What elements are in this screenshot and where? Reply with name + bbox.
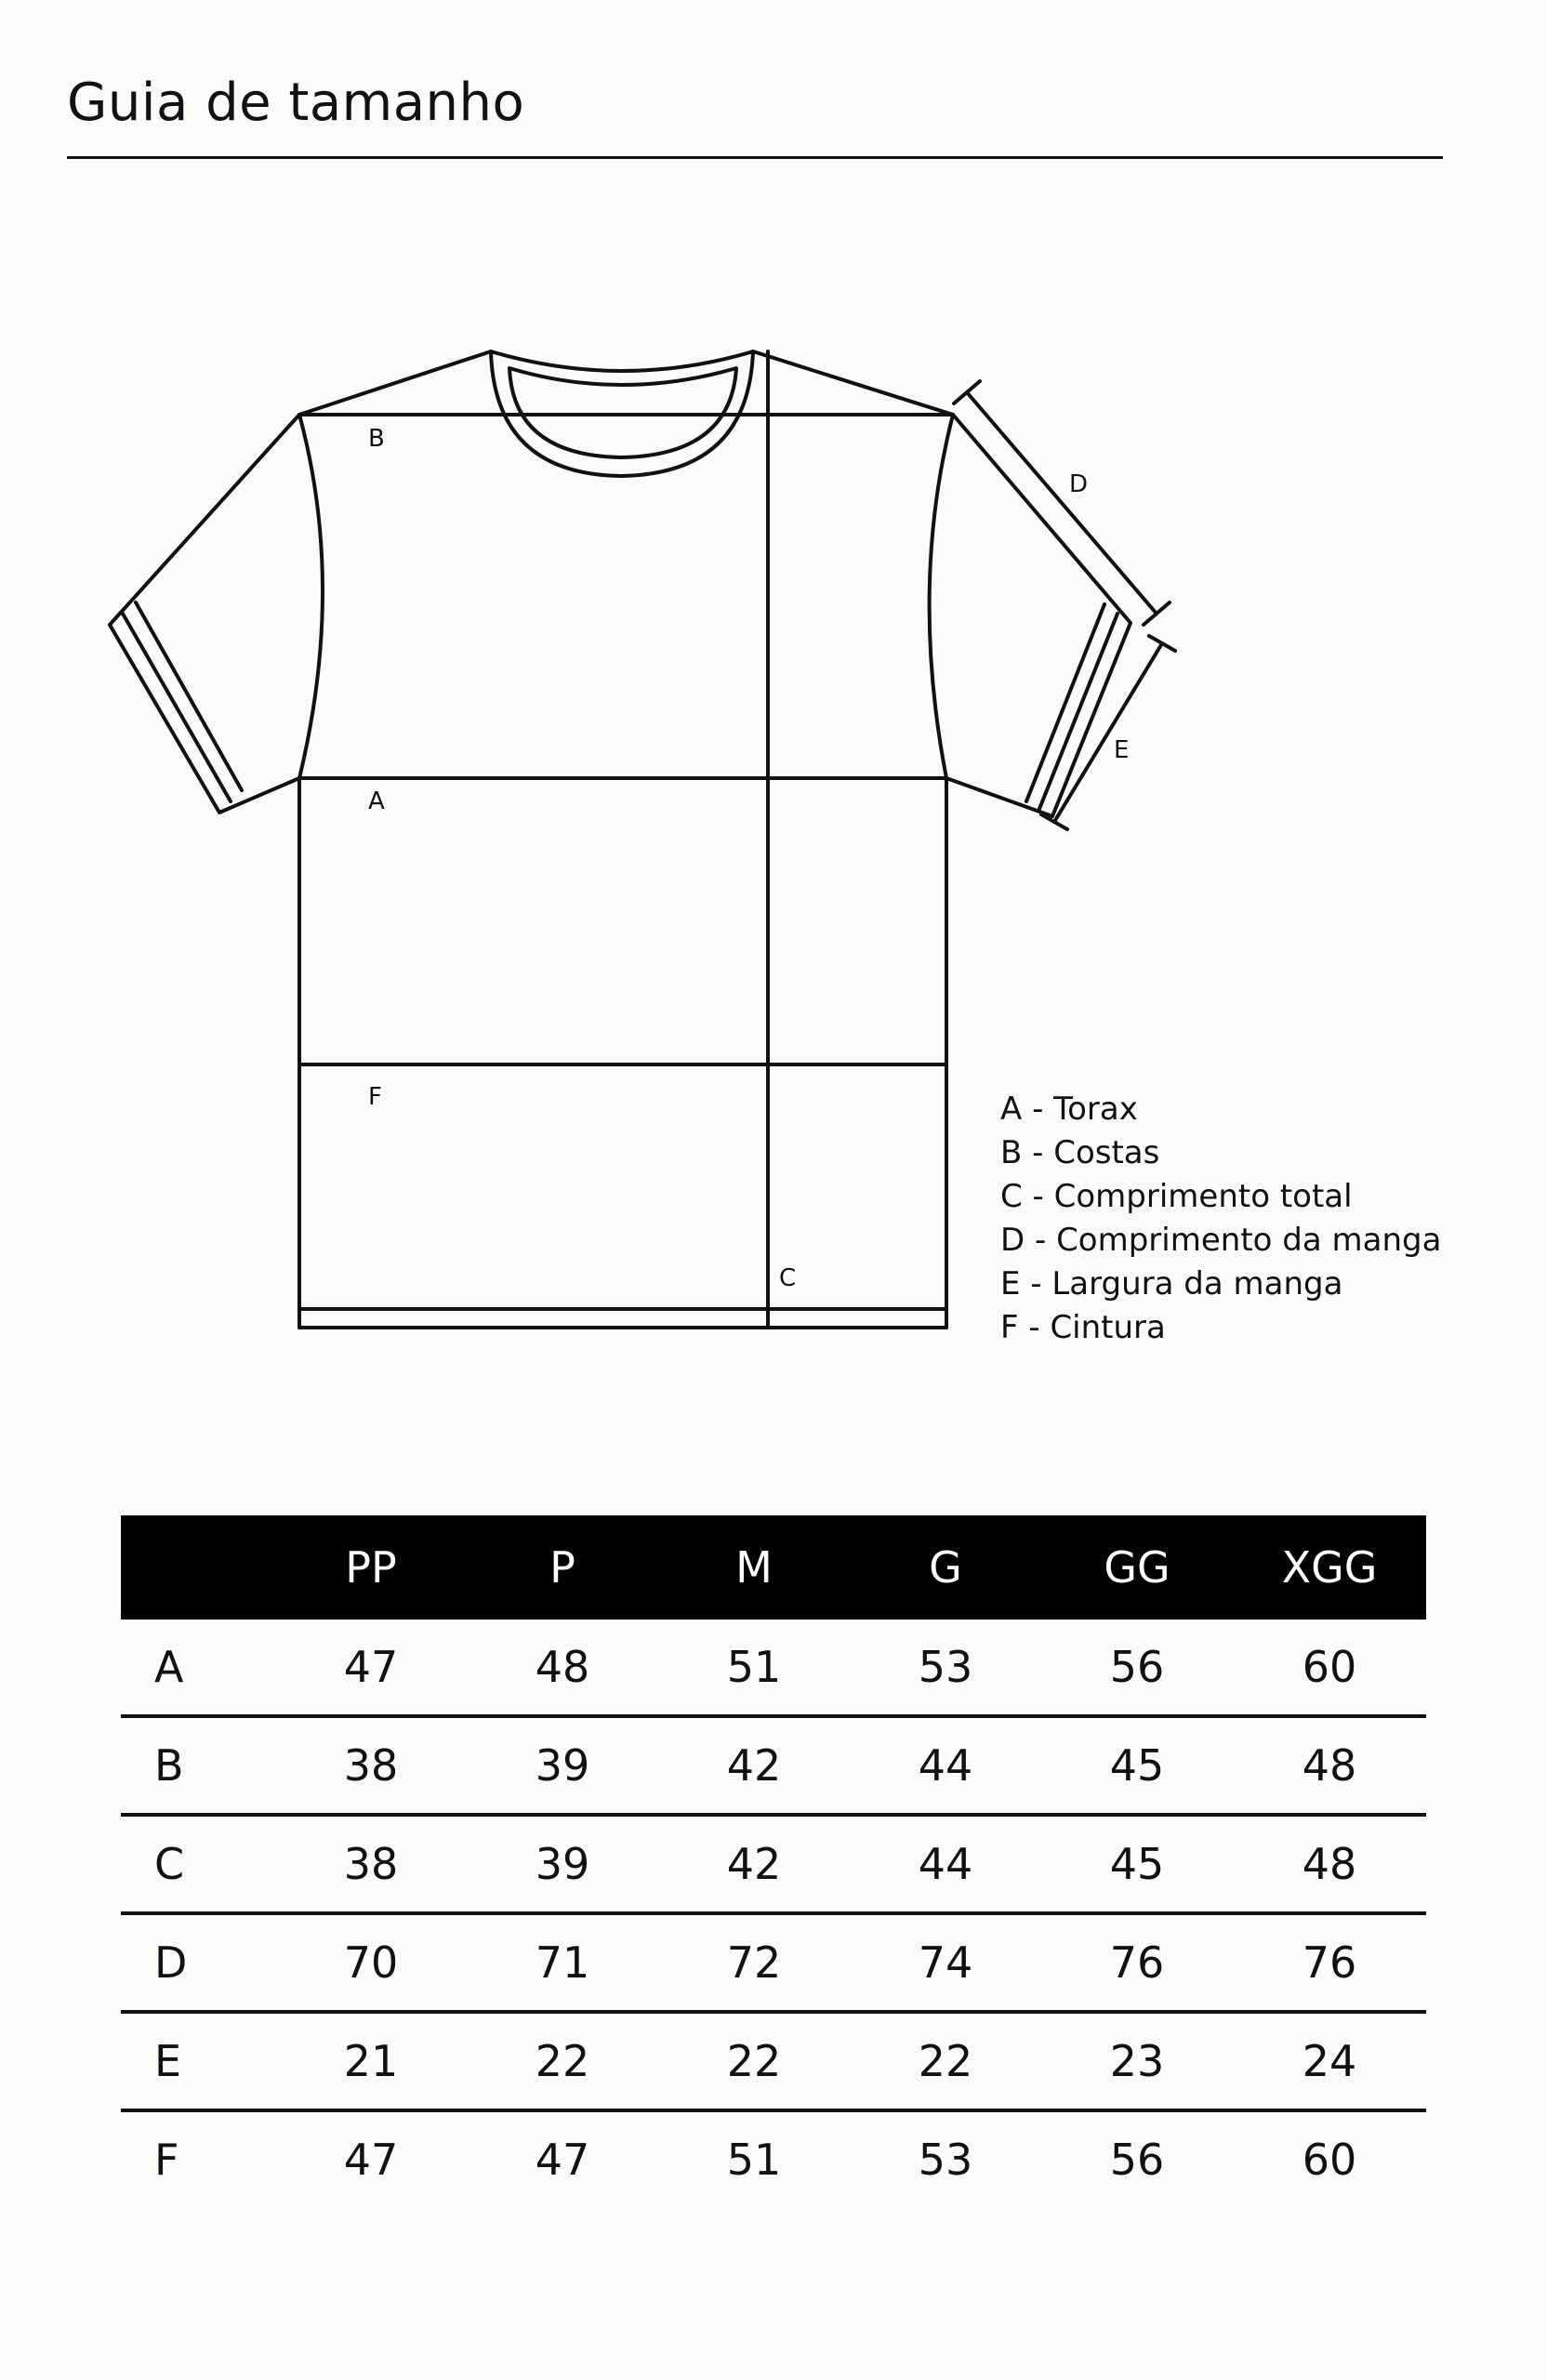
table-cell: 39 (467, 1815, 658, 1913)
diagram-label-f: F (368, 1083, 382, 1111)
table-row (121, 1815, 1426, 1913)
table-cell: 22 (467, 2012, 658, 2110)
table-cell: 47 (275, 1620, 467, 1716)
table-cell: 51 (726, 2135, 782, 2185)
measurement-legend (1000, 1088, 1441, 1350)
table-header-size: XGG (1233, 1515, 1426, 1620)
table-header-size: PP (275, 1515, 467, 1620)
table-cell: 22 (658, 2012, 850, 2110)
legend-item-b: B - Costas (1000, 1134, 1160, 1171)
table-cell: 72 (658, 1913, 850, 2012)
table-row (121, 1913, 1426, 2012)
table-cell: 42 (658, 1815, 850, 1913)
table-row (121, 2110, 1426, 2207)
armhole-left (299, 415, 323, 778)
armhole-right (930, 415, 953, 778)
row-label: C (121, 1815, 275, 1913)
table-cell: 56 (1109, 2135, 1165, 2185)
table-cell: 74 (850, 1913, 1041, 2012)
shoulder-left (299, 351, 491, 415)
page-title: Guia de tamanho (67, 73, 525, 133)
table-header-size: M (658, 1515, 850, 1620)
diagram-label-e: E (1114, 736, 1130, 764)
table-cell: 47 (343, 2135, 399, 2185)
table-cell: 56 (1041, 1620, 1233, 1716)
table-cell: 60 (1233, 1620, 1426, 1716)
legend-item-a: A - Torax (1000, 1091, 1138, 1128)
table-cell: 60 (1302, 2135, 1357, 2185)
table-cell: 76 (1041, 1913, 1233, 2012)
table-header-size: P (467, 1515, 658, 1620)
table-cell: 48 (467, 1620, 658, 1716)
table-row (121, 1620, 1426, 1716)
table-cell: 70 (275, 1913, 467, 2012)
legend-item-c: C - Comprimento total (1000, 1178, 1353, 1215)
table-cell: 76 (1233, 1913, 1426, 2012)
table-cell: 38 (275, 1815, 467, 1913)
measure-e-tick-1 (1149, 636, 1175, 651)
sleeve-left-cuff-1 (123, 614, 231, 801)
size-table (121, 1515, 1426, 2207)
table-cell: 24 (1233, 2012, 1426, 2110)
sleeve-right-cuff-2 (1026, 604, 1104, 801)
table-cell: 21 (275, 2012, 467, 2110)
table-cell: 44 (850, 1716, 1041, 1815)
table-cell: 23 (1041, 2012, 1233, 2110)
row-label: D (121, 1913, 275, 2012)
row-label: A (121, 1620, 275, 1716)
table-cell: 47 (535, 2135, 590, 2185)
row-label: E (121, 2012, 275, 2110)
table-cell: 44 (850, 1815, 1041, 1913)
measure-e-tick-2 (1041, 814, 1067, 829)
diagram-label-d: D (1069, 470, 1089, 498)
table-cell: 39 (467, 1716, 658, 1815)
table-cell: 42 (658, 1716, 850, 1815)
table-header-corner (121, 1515, 275, 1620)
diagram-label-a: A (368, 787, 385, 815)
legend-item-f: F - Cintura (1000, 1309, 1166, 1346)
table-cell: 45 (1041, 1716, 1233, 1815)
table-cell: 48 (1233, 1716, 1426, 1815)
shoulder-right (753, 351, 953, 415)
table-cell: 48 (1233, 1815, 1426, 1913)
table-row (121, 2012, 1426, 2110)
table-cell: 71 (467, 1913, 658, 2012)
row-label: B (121, 1716, 275, 1815)
table-cell: 22 (850, 2012, 1041, 2110)
legend-item-d: D - Comprimento da manga (1000, 1222, 1442, 1259)
legend-item-e: E - Largura da manga (1000, 1265, 1343, 1302)
table-cell: 45 (1041, 1815, 1233, 1913)
table-header-row (121, 1515, 1426, 1620)
table-header-size: GG (1041, 1515, 1233, 1620)
table-row (121, 1716, 1426, 1815)
table-cell: 38 (275, 1716, 467, 1815)
table-cell: 53 (850, 1620, 1041, 1716)
table-header-size: G (850, 1515, 1041, 1620)
measure-line-d (967, 392, 1157, 614)
diagram-label-b: B (368, 425, 385, 453)
table-cell: 53 (918, 2135, 973, 2185)
table-cell: 51 (658, 1620, 850, 1716)
diagram-label-c: C (779, 1264, 797, 1292)
row-label: F (154, 2135, 179, 2185)
title-divider (67, 156, 1443, 159)
